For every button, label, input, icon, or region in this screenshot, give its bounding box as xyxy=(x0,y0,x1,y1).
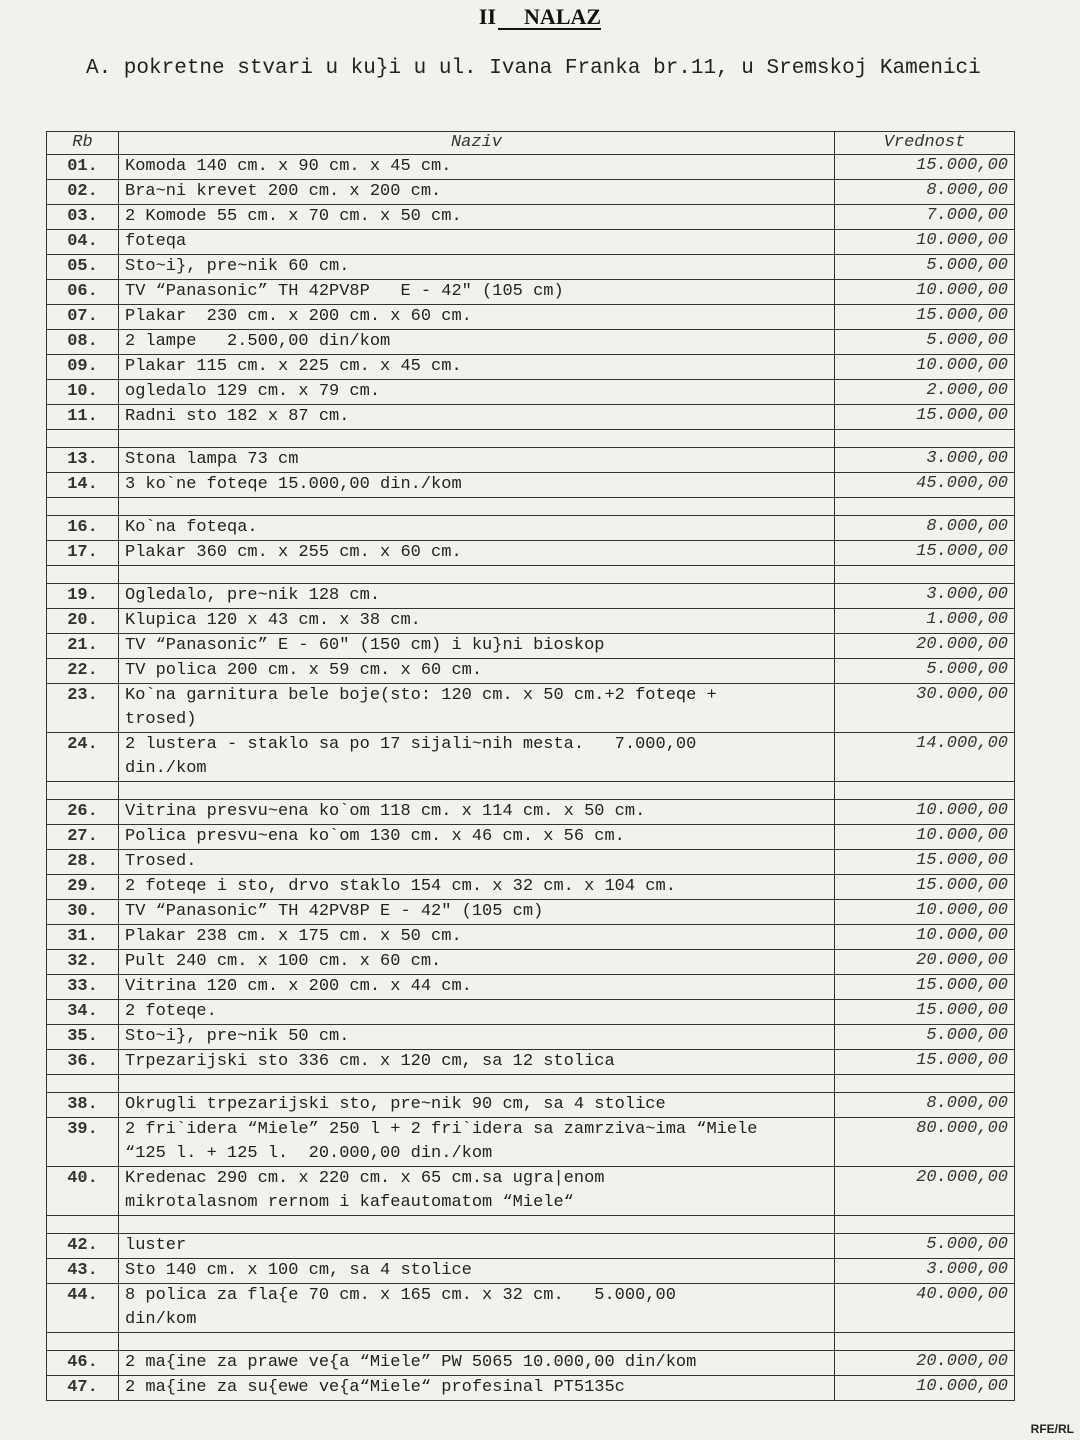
item-name: Plakar 360 cm. x 255 cm. x 60 cm. xyxy=(119,541,835,566)
inventory-table xyxy=(46,131,1015,1401)
item-name xyxy=(119,1216,835,1234)
item-name: 3 ko`ne foteqe 15.000,00 din./kom xyxy=(119,473,835,498)
item-value: 15.000,00 xyxy=(835,1050,1015,1075)
table-row xyxy=(47,305,1015,330)
row-number: 36. xyxy=(47,1050,119,1075)
item-name: Plakar 115 cm. x 225 cm. x 45 cm. xyxy=(119,355,835,380)
item-value xyxy=(835,1216,1015,1234)
item-name: luster xyxy=(119,1234,835,1259)
table-row xyxy=(47,255,1015,280)
row-number: 02. xyxy=(47,180,119,205)
row-number xyxy=(47,566,119,584)
item-name: Polica presvu~ena ko`om 130 cm. x 46 cm. x 56 cm. xyxy=(119,825,835,850)
table-row xyxy=(47,541,1015,566)
item-value: 15.000,00 xyxy=(835,405,1015,430)
item-name: 2 lustera - staklo sa po 17 sijali~nih mesta. 7.000,00 din./kom xyxy=(119,733,835,782)
table-row xyxy=(47,1000,1015,1025)
table-row xyxy=(47,1234,1015,1259)
row-number: 07. xyxy=(47,305,119,330)
row-number: 22. xyxy=(47,659,119,684)
item-name: TV “Panasonic” E - 60" (150 cm) i ku}ni bioskop xyxy=(119,634,835,659)
item-name: 2 ma{ine za prawe ve{a “Miele” PW 5065 10.000,00 din/kom xyxy=(119,1351,835,1376)
item-name: 8 polica za fla{e 70 cm. x 165 cm. x 32 cm. 5.000,00 din/kom xyxy=(119,1284,835,1333)
row-number: 31. xyxy=(47,925,119,950)
table-row xyxy=(47,448,1015,473)
item-name: Trpezarijski sto 336 cm. x 120 cm, sa 12 stolica xyxy=(119,1050,835,1075)
section-heading: A. pokretne stvari u ku}i u ul. Ivana Franka br.11, u Sremskoj Kamenici xyxy=(86,57,981,80)
table-row xyxy=(47,230,1015,255)
item-value: 10.000,00 xyxy=(835,355,1015,380)
table-row xyxy=(47,1376,1015,1401)
item-name: TV “Panasonic” TH 42PV8P E - 42" (105 cm) xyxy=(119,280,835,305)
item-name: 2 fri`idera “Miele” 250 l + 2 fri`idera sa zamrziva~ima “Miele “125 l. + 125 l. 20.000,00 din./kom xyxy=(119,1118,835,1167)
table-row xyxy=(47,1216,1015,1234)
item-name: Sto~i}, pre~nik 50 cm. xyxy=(119,1025,835,1050)
item-value: 10.000,00 xyxy=(835,800,1015,825)
row-number: 09. xyxy=(47,355,119,380)
item-value: 15.000,00 xyxy=(835,541,1015,566)
section-title xyxy=(0,4,1080,30)
table-row xyxy=(47,280,1015,305)
table-row xyxy=(47,498,1015,516)
table-row xyxy=(47,950,1015,975)
table-row xyxy=(47,875,1015,900)
item-name: 2 foteqe i sto, drvo staklo 154 cm. x 32 cm. x 104 cm. xyxy=(119,875,835,900)
item-value: 5.000,00 xyxy=(835,1025,1015,1050)
table-row xyxy=(47,1259,1015,1284)
table-row xyxy=(47,634,1015,659)
item-name: 2 lampe 2.500,00 din/kom xyxy=(119,330,835,355)
row-number: 08. xyxy=(47,330,119,355)
row-number xyxy=(47,1333,119,1351)
table-row xyxy=(47,1351,1015,1376)
row-number xyxy=(47,1075,119,1093)
table-row xyxy=(47,1284,1015,1333)
item-value xyxy=(835,566,1015,584)
item-name: 2 ma{ine za su{ewe ve{a“Miele“ profesinal PT5135c xyxy=(119,1376,835,1401)
item-name: Trosed. xyxy=(119,850,835,875)
table-row xyxy=(47,430,1015,448)
item-name: Ko`na garnitura bele boje(sto: 120 cm. x 50 cm.+2 foteqe + trosed) xyxy=(119,684,835,733)
item-value: 10.000,00 xyxy=(835,230,1015,255)
row-number: 19. xyxy=(47,584,119,609)
row-number: 24. xyxy=(47,733,119,782)
item-value: 15.000,00 xyxy=(835,155,1015,180)
table-body xyxy=(47,155,1015,1401)
row-number: 23. xyxy=(47,684,119,733)
item-value xyxy=(835,498,1015,516)
table-row xyxy=(47,405,1015,430)
item-value: 10.000,00 xyxy=(835,925,1015,950)
table-row xyxy=(47,1075,1015,1093)
table-row xyxy=(47,584,1015,609)
item-name: Okrugli trpezarijski sto, pre~nik 90 cm, sa 4 stolice xyxy=(119,1093,835,1118)
item-value: 15.000,00 xyxy=(835,850,1015,875)
table-row xyxy=(47,800,1015,825)
item-value: 20.000,00 xyxy=(835,1167,1015,1216)
row-number: 16. xyxy=(47,516,119,541)
column-header-vrednost: Vrednost xyxy=(835,132,1015,155)
item-name: Plakar 238 cm. x 175 cm. x 50 cm. xyxy=(119,925,835,950)
item-value: 15.000,00 xyxy=(835,305,1015,330)
item-value: 20.000,00 xyxy=(835,634,1015,659)
table-row xyxy=(47,1093,1015,1118)
row-number: 01. xyxy=(47,155,119,180)
table-row xyxy=(47,825,1015,850)
row-number: 26. xyxy=(47,800,119,825)
row-number: 06. xyxy=(47,280,119,305)
row-number: 10. xyxy=(47,380,119,405)
row-number: 43. xyxy=(47,1259,119,1284)
item-value: 8.000,00 xyxy=(835,516,1015,541)
table-row xyxy=(47,1025,1015,1050)
row-number: 28. xyxy=(47,850,119,875)
item-value: 30.000,00 xyxy=(835,684,1015,733)
item-value: 5.000,00 xyxy=(835,330,1015,355)
table-row xyxy=(47,1167,1015,1216)
item-name: Radni sto 182 x 87 cm. xyxy=(119,405,835,430)
item-value xyxy=(835,1075,1015,1093)
item-value: 15.000,00 xyxy=(835,875,1015,900)
item-name: Bra~ni krevet 200 cm. x 200 cm. xyxy=(119,180,835,205)
row-number xyxy=(47,1216,119,1234)
table-row xyxy=(47,566,1015,584)
row-number: 05. xyxy=(47,255,119,280)
row-number: 27. xyxy=(47,825,119,850)
item-value: 80.000,00 xyxy=(835,1118,1015,1167)
row-number: 39. xyxy=(47,1118,119,1167)
item-value: 10.000,00 xyxy=(835,900,1015,925)
item-value: 8.000,00 xyxy=(835,1093,1015,1118)
row-number: 44. xyxy=(47,1284,119,1333)
section-number: II xyxy=(478,4,497,29)
item-value: 2.000,00 xyxy=(835,380,1015,405)
item-value: 1.000,00 xyxy=(835,609,1015,634)
table-row xyxy=(47,380,1015,405)
section-title-text: NALAZ xyxy=(498,6,601,30)
item-value: 3.000,00 xyxy=(835,1259,1015,1284)
item-value: 15.000,00 xyxy=(835,975,1015,1000)
item-name: Ogledalo, pre~nik 128 cm. xyxy=(119,584,835,609)
item-value: 10.000,00 xyxy=(835,280,1015,305)
table-row xyxy=(47,609,1015,634)
table-row xyxy=(47,733,1015,782)
item-name: foteqa xyxy=(119,230,835,255)
item-name: Klupica 120 x 43 cm. x 38 cm. xyxy=(119,609,835,634)
table-row xyxy=(47,900,1015,925)
table-row xyxy=(47,1333,1015,1351)
row-number: 46. xyxy=(47,1351,119,1376)
item-value: 40.000,00 xyxy=(835,1284,1015,1333)
item-value: 5.000,00 xyxy=(835,1234,1015,1259)
item-name: Komoda 140 cm. x 90 cm. x 45 cm. xyxy=(119,155,835,180)
row-number: 20. xyxy=(47,609,119,634)
item-value: 20.000,00 xyxy=(835,1351,1015,1376)
watermark: RFE/RL xyxy=(1030,1422,1074,1436)
item-name xyxy=(119,430,835,448)
item-name: Vitrina presvu~ena ko`om 118 cm. x 114 cm. x 50 cm. xyxy=(119,800,835,825)
row-number: 14. xyxy=(47,473,119,498)
column-header-rb: Rb xyxy=(47,132,119,155)
item-value: 3.000,00 xyxy=(835,584,1015,609)
row-number: 13. xyxy=(47,448,119,473)
item-name: Kredenac 290 cm. x 220 cm. x 65 cm.sa ugra|enom mikrotalasnom rernom i kafeautomatom “Miele“ xyxy=(119,1167,835,1216)
item-name: 2 foteqe. xyxy=(119,1000,835,1025)
table-row xyxy=(47,155,1015,180)
item-name: ogledalo 129 cm. x 79 cm. xyxy=(119,380,835,405)
table-row xyxy=(47,659,1015,684)
table-row xyxy=(47,355,1015,380)
row-number: 29. xyxy=(47,875,119,900)
item-name: Pult 240 cm. x 100 cm. x 60 cm. xyxy=(119,950,835,975)
table-row xyxy=(47,1118,1015,1167)
table-row xyxy=(47,975,1015,1000)
item-name: TV polica 200 cm. x 59 cm. x 60 cm. xyxy=(119,659,835,684)
row-number xyxy=(47,430,119,448)
item-name: TV “Panasonic” TH 42PV8P E - 42" (105 cm) xyxy=(119,900,835,925)
item-name xyxy=(119,1075,835,1093)
row-number: 47. xyxy=(47,1376,119,1401)
item-name: Sto 140 cm. x 100 cm, sa 4 stolice xyxy=(119,1259,835,1284)
row-number: 21. xyxy=(47,634,119,659)
item-name xyxy=(119,1333,835,1351)
table-row xyxy=(47,180,1015,205)
item-name xyxy=(119,566,835,584)
row-number: 34. xyxy=(47,1000,119,1025)
table-row xyxy=(47,473,1015,498)
item-value xyxy=(835,1333,1015,1351)
row-number: 40. xyxy=(47,1167,119,1216)
table-row xyxy=(47,1050,1015,1075)
row-number: 32. xyxy=(47,950,119,975)
row-number xyxy=(47,498,119,516)
table-row xyxy=(47,782,1015,800)
table-header-row xyxy=(47,132,1015,155)
row-number: 33. xyxy=(47,975,119,1000)
row-number: 03. xyxy=(47,205,119,230)
item-value: 10.000,00 xyxy=(835,825,1015,850)
item-value xyxy=(835,782,1015,800)
table-row xyxy=(47,850,1015,875)
item-name xyxy=(119,782,835,800)
row-number: 04. xyxy=(47,230,119,255)
item-name: Sto~i}, pre~nik 60 cm. xyxy=(119,255,835,280)
row-number xyxy=(47,782,119,800)
row-number: 35. xyxy=(47,1025,119,1050)
item-value: 15.000,00 xyxy=(835,1000,1015,1025)
item-name: 2 Komode 55 cm. x 70 cm. x 50 cm. xyxy=(119,205,835,230)
table-row xyxy=(47,330,1015,355)
item-name: Vitrina 120 cm. x 200 cm. x 44 cm. xyxy=(119,975,835,1000)
item-name xyxy=(119,498,835,516)
table-row xyxy=(47,925,1015,950)
item-value: 7.000,00 xyxy=(835,205,1015,230)
table-row xyxy=(47,205,1015,230)
item-value: 3.000,00 xyxy=(835,448,1015,473)
item-name: Stona lampa 73 cm xyxy=(119,448,835,473)
row-number: 42. xyxy=(47,1234,119,1259)
table-row xyxy=(47,684,1015,733)
column-header-naziv: Naziv xyxy=(119,132,835,155)
item-value: 5.000,00 xyxy=(835,659,1015,684)
row-number: 38. xyxy=(47,1093,119,1118)
item-value: 14.000,00 xyxy=(835,733,1015,782)
item-value: 8.000,00 xyxy=(835,180,1015,205)
item-value: 5.000,00 xyxy=(835,255,1015,280)
row-number: 17. xyxy=(47,541,119,566)
row-number: 11. xyxy=(47,405,119,430)
item-value xyxy=(835,430,1015,448)
item-value: 45.000,00 xyxy=(835,473,1015,498)
table-row xyxy=(47,516,1015,541)
item-value: 10.000,00 xyxy=(835,1376,1015,1401)
item-value: 20.000,00 xyxy=(835,950,1015,975)
item-name: Plakar 230 cm. x 200 cm. x 60 cm. xyxy=(119,305,835,330)
item-name: Ko`na foteqa. xyxy=(119,516,835,541)
row-number: 30. xyxy=(47,900,119,925)
